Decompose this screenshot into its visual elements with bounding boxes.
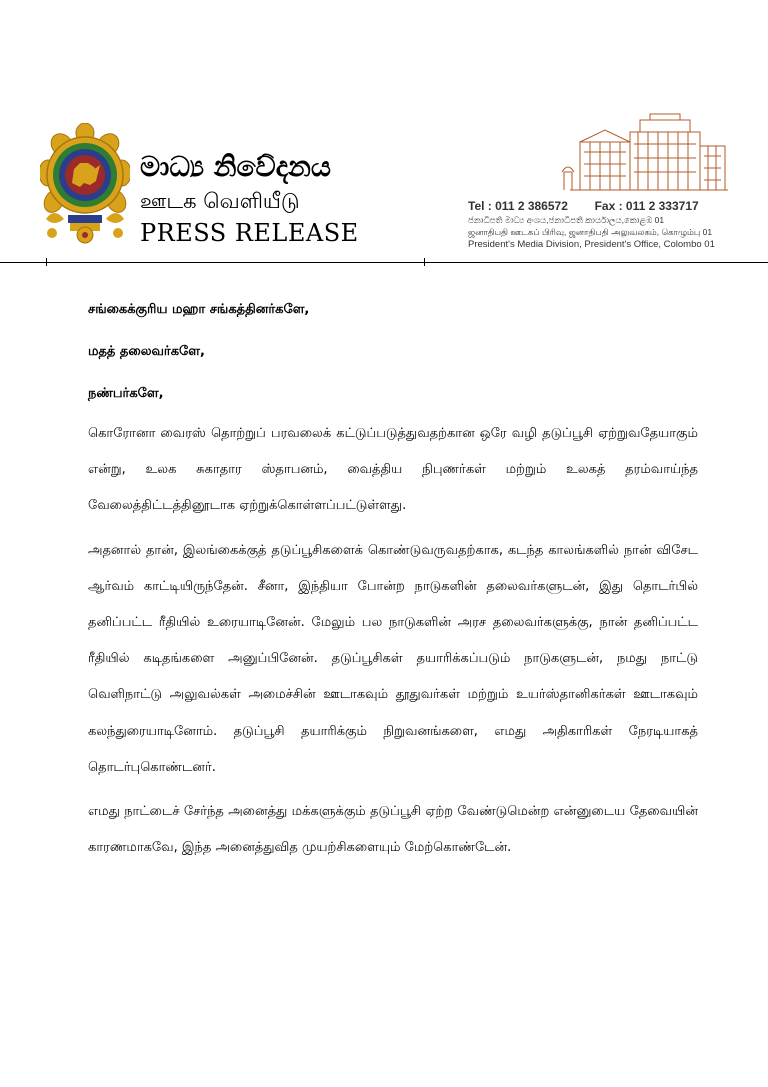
tel-fax-line bbox=[468, 198, 768, 214]
address-english: President's Media Division, President's Office, Colombo 01 bbox=[468, 239, 715, 250]
header-divider bbox=[0, 262, 768, 263]
salutation: மதத் தலைவர்களே, bbox=[88, 344, 205, 359]
fax-number: : 011 2 333717 bbox=[618, 199, 699, 213]
tel-label: Tel bbox=[468, 199, 485, 213]
sri-lanka-emblem-icon bbox=[40, 123, 130, 245]
title-sinhala: මාධ්‍ය නිවේදනය bbox=[140, 150, 331, 183]
title-english: PRESS RELEASE bbox=[140, 219, 359, 247]
paragraph: அதனால் தான், இலங்கைக்குத் தடுப்பூசிகளைக் கொண்டுவருவதற்காக, கடந்த காலங்களில் நான் விசேட ஆர்வம் காட்டியிருந்தேன். சீனா, இந்தியா போன்ற நாடுகளின் தலைவர்களுடன், இது தொடர்பில் தனிப்பட்ட ரீதியில் உரையாடினேன். மேலும் பல நாடுகளின் அரச தலைவர்களுக்கு, நான் தனிப்பட்ட ரீதியில் கடிதங்களை அனுப்பினேன். தடுப்பூசிகள் தயாரிக்கப்படும் நாடுகளுடன், நமது நாட்டு வெளிநாட்டு அலுவல்கள் அமைச்சின் ஊடாகவும் தூதுவர்கள் மற்றும் உயர்ஸ்தானிகர்கள் ஊடாகவும் கலந்துரையாடினோம். தடுப்பூசி தயாரிக்கும் நிறுவனங்களை, எமது அதிகாரிகள் நேரடியாகத் தொடர்புகொண்டனர். bbox=[88, 542, 698, 775]
tel-number: : 011 2 386572 bbox=[487, 199, 568, 213]
salutation: நண்பர்களே, bbox=[88, 386, 164, 401]
salutation: சங்கைக்குரிய மஹா சங்கத்தினர்களே, bbox=[88, 302, 310, 317]
speech-body bbox=[88, 300, 698, 874]
paragraph: எமது நாட்டைச் சேர்ந்த அனைத்து மக்களுக்கும் தடுப்பூசி ஏற்ற வேண்டுமென்ற என்னுடைய தேவையின் காரணமாகவே, இந்த அனைத்துவித முயற்சிகளையும் மேற்கொண்டேன். bbox=[88, 804, 698, 856]
divider-tick-left bbox=[46, 258, 47, 266]
address-sinhala: ජනාධිපති මාධ්‍ය අංශය,ජනාධිපති කාර්යාලය,කොළඹ 01 bbox=[468, 215, 665, 225]
presidents-office-building-icon bbox=[560, 112, 738, 192]
letterhead bbox=[0, 0, 768, 270]
press-release-titles bbox=[140, 150, 380, 248]
contact-block bbox=[468, 198, 768, 252]
address-tamil: ஜனாதிபதி ஊடகப் பிரிவு, ஜனாதிபதி அலுவலகம், கொழும்பு 01 bbox=[468, 227, 713, 237]
divider-tick-right bbox=[424, 258, 425, 266]
paragraph: கொரோனா வைரஸ் தொற்றுப் பரவலைக் கட்டுப்படுத்துவதற்கான ஒரே வழி தடுப்பூசி ஏற்றுவதேயாகும் என்று, உலக சுகாதார ஸ்தாபனம், வைத்திய நிபுணர்கள் மற்றும் உலகத் தரம்வாய்ந்த வேலைத்திட்டத்தினூடாக ஏற்றுக்கொள்ளப்பட்டுள்ளது. bbox=[88, 426, 698, 514]
fax-label: Fax bbox=[594, 199, 616, 213]
title-tamil: ஊடக வெளியீடு bbox=[140, 189, 300, 213]
